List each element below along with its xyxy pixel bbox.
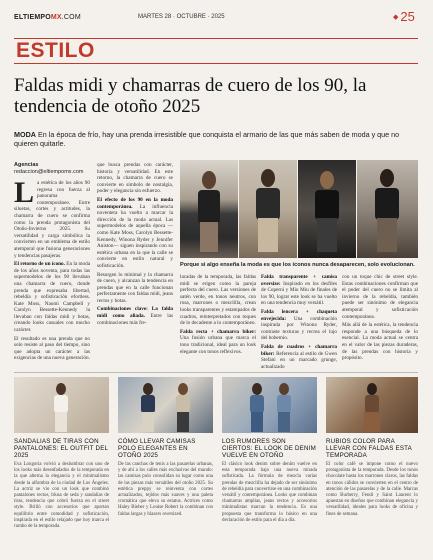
- col3-subhead: Falda recta + chamarra biker:: [180, 328, 256, 335]
- article-column-3: [180, 274, 256, 357]
- col4-subhead-3: Falda de cuadros + chamarra biker:: [261, 343, 337, 357]
- bottom-photo-1: [14, 377, 109, 433]
- deck-text: En la época de frío, hay una prenda irresistible que conquista el armario de las que más saben de moda y que no quieren quitarle.: [14, 130, 400, 148]
- section-title: ESTILO: [16, 39, 95, 62]
- section-banner: [14, 38, 418, 64]
- figure-silhouette-icon: [326, 377, 418, 433]
- figure-silhouette-icon: [180, 160, 238, 258]
- col4-p3: Referencia al estilo de Gwen Stefani en un marcado grunge, actualizado: [261, 350, 337, 370]
- dateline: MARTES 28 · OCTUBRE · 2025: [138, 14, 225, 20]
- byline-email[interactable]: redaccion@eltiempomx.com: [14, 169, 84, 175]
- col4-p1: Inspirado en los desfiles de Coperni y Miu Miu de finales de los 90, lograr este look se ha vuelto en una tendencia muy versátil.: [261, 280, 337, 307]
- col5-p2: Más allá de la estética, la tendencia responde a una búsqueda de lo esencial. La moda actual se centra en el valor de las piezas duraderas, de las prendas con historia y propósito.: [342, 322, 418, 362]
- col2-subhead-2: Combinaciones clave:: [97, 306, 148, 313]
- col1-subhead: El retorno de un ícono.: [14, 261, 65, 268]
- col2-p4: Entre las combinaciones más fre-: [97, 313, 173, 326]
- bottom-photo-3: [222, 377, 317, 433]
- bottom-story-3-text: El clásico look denim sobre denim vuelve en esta temporada bajo una nueva mirada sofisticada. La fórmula de mezcla varias prendas de mezclilla ha dejado de ser sinónimo de rebeldía para convertirse en una combinación versátil y contemporánea. Looks que combinan chamarras amplias, jeans rectos y accesorios minimalistas marcan la tendencia. Es una propuesta que transforma lo básico en una declaración de estilo para el día a día.: [222, 462, 317, 523]
- col2-p1: que busca prendas con carácter, historia y versatilidad. En este retorno, la chamarra de cuero se convierte en símbolo de nostalgia, poder y elegancia sin esfuerzo.: [97, 162, 173, 195]
- article-column-5: [342, 274, 418, 364]
- fashion-photo-2: [239, 160, 297, 258]
- byline: [14, 162, 83, 176]
- col5-p1: con un toque chic de street style. Estas combinaciones confirman que el poder del cuero no se limita al invierno de la rebeldía, también puede ser sinónimo de elegancia atemporal y sofisticación contemporánea.: [342, 274, 418, 320]
- article-column-1: [14, 176, 91, 364]
- masthead-logo[interactable]: [14, 14, 81, 21]
- col1-p1: a estética de los años 90 regresa con fuerza al panorama contemporáneo. Entre siluetas, cortes y actitudes, la chamarra de cuero se confirma como la prenda protagonista del Otoño-Invierno 2025. Su versatilidad y carga simbólica la convierten en un emblema de estilo atemporal que fusiona generaciones y tendencias pasajeras.: [14, 180, 90, 259]
- fashion-photo-1: [180, 160, 238, 258]
- col4-subhead-1: Falda transparente + camisa oversize:: [261, 274, 337, 287]
- bottom-story-4-title[interactable]: RUBIOS COLOR PARA LLEVAR CON FALDAS ESTA TEMPORADA: [326, 438, 412, 460]
- article-column-4: [261, 274, 337, 372]
- deck-lead: MODA: [14, 130, 36, 139]
- col1-p3: El resultado es una prenda que no solo resiste al paso del tiempo, sino que adopta un carácter a las exigencias de una nueva generación.: [14, 335, 90, 362]
- figure-silhouette-icon: [298, 160, 356, 258]
- figure-silhouette-icon: [118, 377, 213, 433]
- col4-p2: Una combinación inspirada por Winona Ryder, contraste texturas y recrea el lujo del bohemio.: [261, 315, 337, 342]
- figure-silhouette-icon: [239, 160, 297, 258]
- col2-p3: Resurgen lo minimal y la chamarra de cuero, y alcanzan la tendencia en prendas que en la calle funcionan perfectamente con faldas midi, jeans rectos y botas.: [97, 271, 173, 304]
- deck: [14, 130, 418, 148]
- bottom-story-1-title[interactable]: SANDALIAS DE TIRAS CON PANTALONES: EL OUTFIT DEL 2025: [14, 438, 108, 460]
- article-column-2: [97, 162, 173, 328]
- col2-subhead: El efecto de los 90 en la moda contemporánea.: [97, 196, 173, 210]
- bottom-story-3-title[interactable]: LOS RUMORES SON CIERTOS: EL LOOK DE DENIM VUELVE EN OTOÑO: [222, 438, 316, 460]
- byline-name: Agencias: [14, 162, 39, 168]
- col3-p2: Una fusión urbana que marca el tono tradicional, ideal para un look elegante con tonos reflexivos.: [180, 335, 256, 355]
- brand-part-b: MX: [50, 14, 62, 21]
- bottom-photo-2: [118, 377, 213, 433]
- col2-subhead-3: La falda midi como aliada.: [97, 306, 173, 320]
- diamond-icon: ◆: [393, 13, 399, 21]
- figure-silhouette-icon: [357, 160, 418, 258]
- col2-p2: La influencia noventera ha vuelto a marcar la dirección de la moda actual. Las supermodelos de aquella época —como Kate Moss, Carolyn Bessette-Kennedy, Winona Ryder y Jennifer Aniston— siguen inspirando con su estética urbana en la que la calle se convierte en estilo natural y sofisticación.: [97, 203, 173, 269]
- figure-silhouette-icon: [222, 377, 317, 433]
- bottom-story-1-text: Eva Longoria volvió a deslumbrar con uno de los looks más desenfadados de la temporada en la que alterna la elegancia y el minimalismo desde la alfombra de la ciudad de Los Ángeles. La actriz se vio con un look que combinó pantalones rectos, blusa de seda y sandalias de tiras, tendencia que cobró fuerza en el street style. Brilló con accesorios que aportan equilibrio entre comodidad y sofisticación, inspirada en el estilo relajado que hoy marca el rumbo de la temporada.: [14, 462, 109, 530]
- fashion-photo-3: [298, 160, 356, 258]
- col3-p1: lacadas de la temporada, las faldas midi se erigen como la pareja perfecta del cuero. Las versiones de satén verde, en tonos neutros, con rosa, marrones o mezclilla, crean looks transparentes y estampados de cuadros, reinterpretados con toques de lo decadente a lo contemporáneo.: [180, 274, 256, 327]
- drop-cap: L: [14, 176, 35, 209]
- page-number: ◆ 25: [393, 9, 415, 24]
- col1-p2: En la moda de los años noventa, para todas las supermodelos de los 90 llevaban una chamarra de cuero, donde prenda que expresaba libertad, rebeldía y sofisticación efortless. Kate Moss, Naomi Campbell y Carolyn Bessette-Kennedy la llevaban con faldas midi y botas, creando looks casuales con mucho carácter.: [14, 261, 91, 334]
- bottom-story-2-title[interactable]: CÓMO LLEVAR CAMISAS POLO ELEGANTES EN OTOÑO 2025: [118, 438, 196, 460]
- fashion-photo-4: [357, 160, 418, 258]
- brand-part-a: ELTIEMPO: [14, 14, 51, 21]
- col4-subhead-2: Falda lencera + chaqueta envejecida:: [261, 308, 337, 322]
- photo-caption: Porque si algo enseña la moda es que los íconos nunca desaparecen, solo evolucionan.: [180, 262, 415, 268]
- brand-part-c: .COM: [61, 14, 81, 21]
- bottom-story-4-text: El color café se impone como el nuevo protagonista de la temporada. Desde los tonos chocolate hasta los marrones claros, las faldas en tonos cálidos se convierten en el centro de atención de las pasarelas y de la calle. Marcas como Burberry, Fendi y Saint Laurent lo apuestan en diseños que combinan elegancia y versatilidad, ideales para looks de oficina y fines de semana.: [326, 462, 418, 517]
- bottom-story-2-text: De las canchas de tenis a las pasarelas urbanas, y de ahí a los calles más exclusivas del mundo: las camisas polo consolidan su lugar como una de las piezas más versátiles del otoño 2025. Su estética preppy se reinventa con cortes actualizados, tejidos más suaves y una paleta cromática que eleva su estatus. Actrices como Haley Bieber y Louise Robert la combinan con faldas largas y blazers oversized.: [118, 462, 213, 517]
- bottom-photo-4: [326, 377, 418, 433]
- section-divider: [14, 372, 418, 373]
- headline: Faldas midi y chamarras de cuero de los 90, la tendencia de otoño 2025: [14, 75, 367, 117]
- figure-silhouette-icon: [14, 377, 109, 433]
